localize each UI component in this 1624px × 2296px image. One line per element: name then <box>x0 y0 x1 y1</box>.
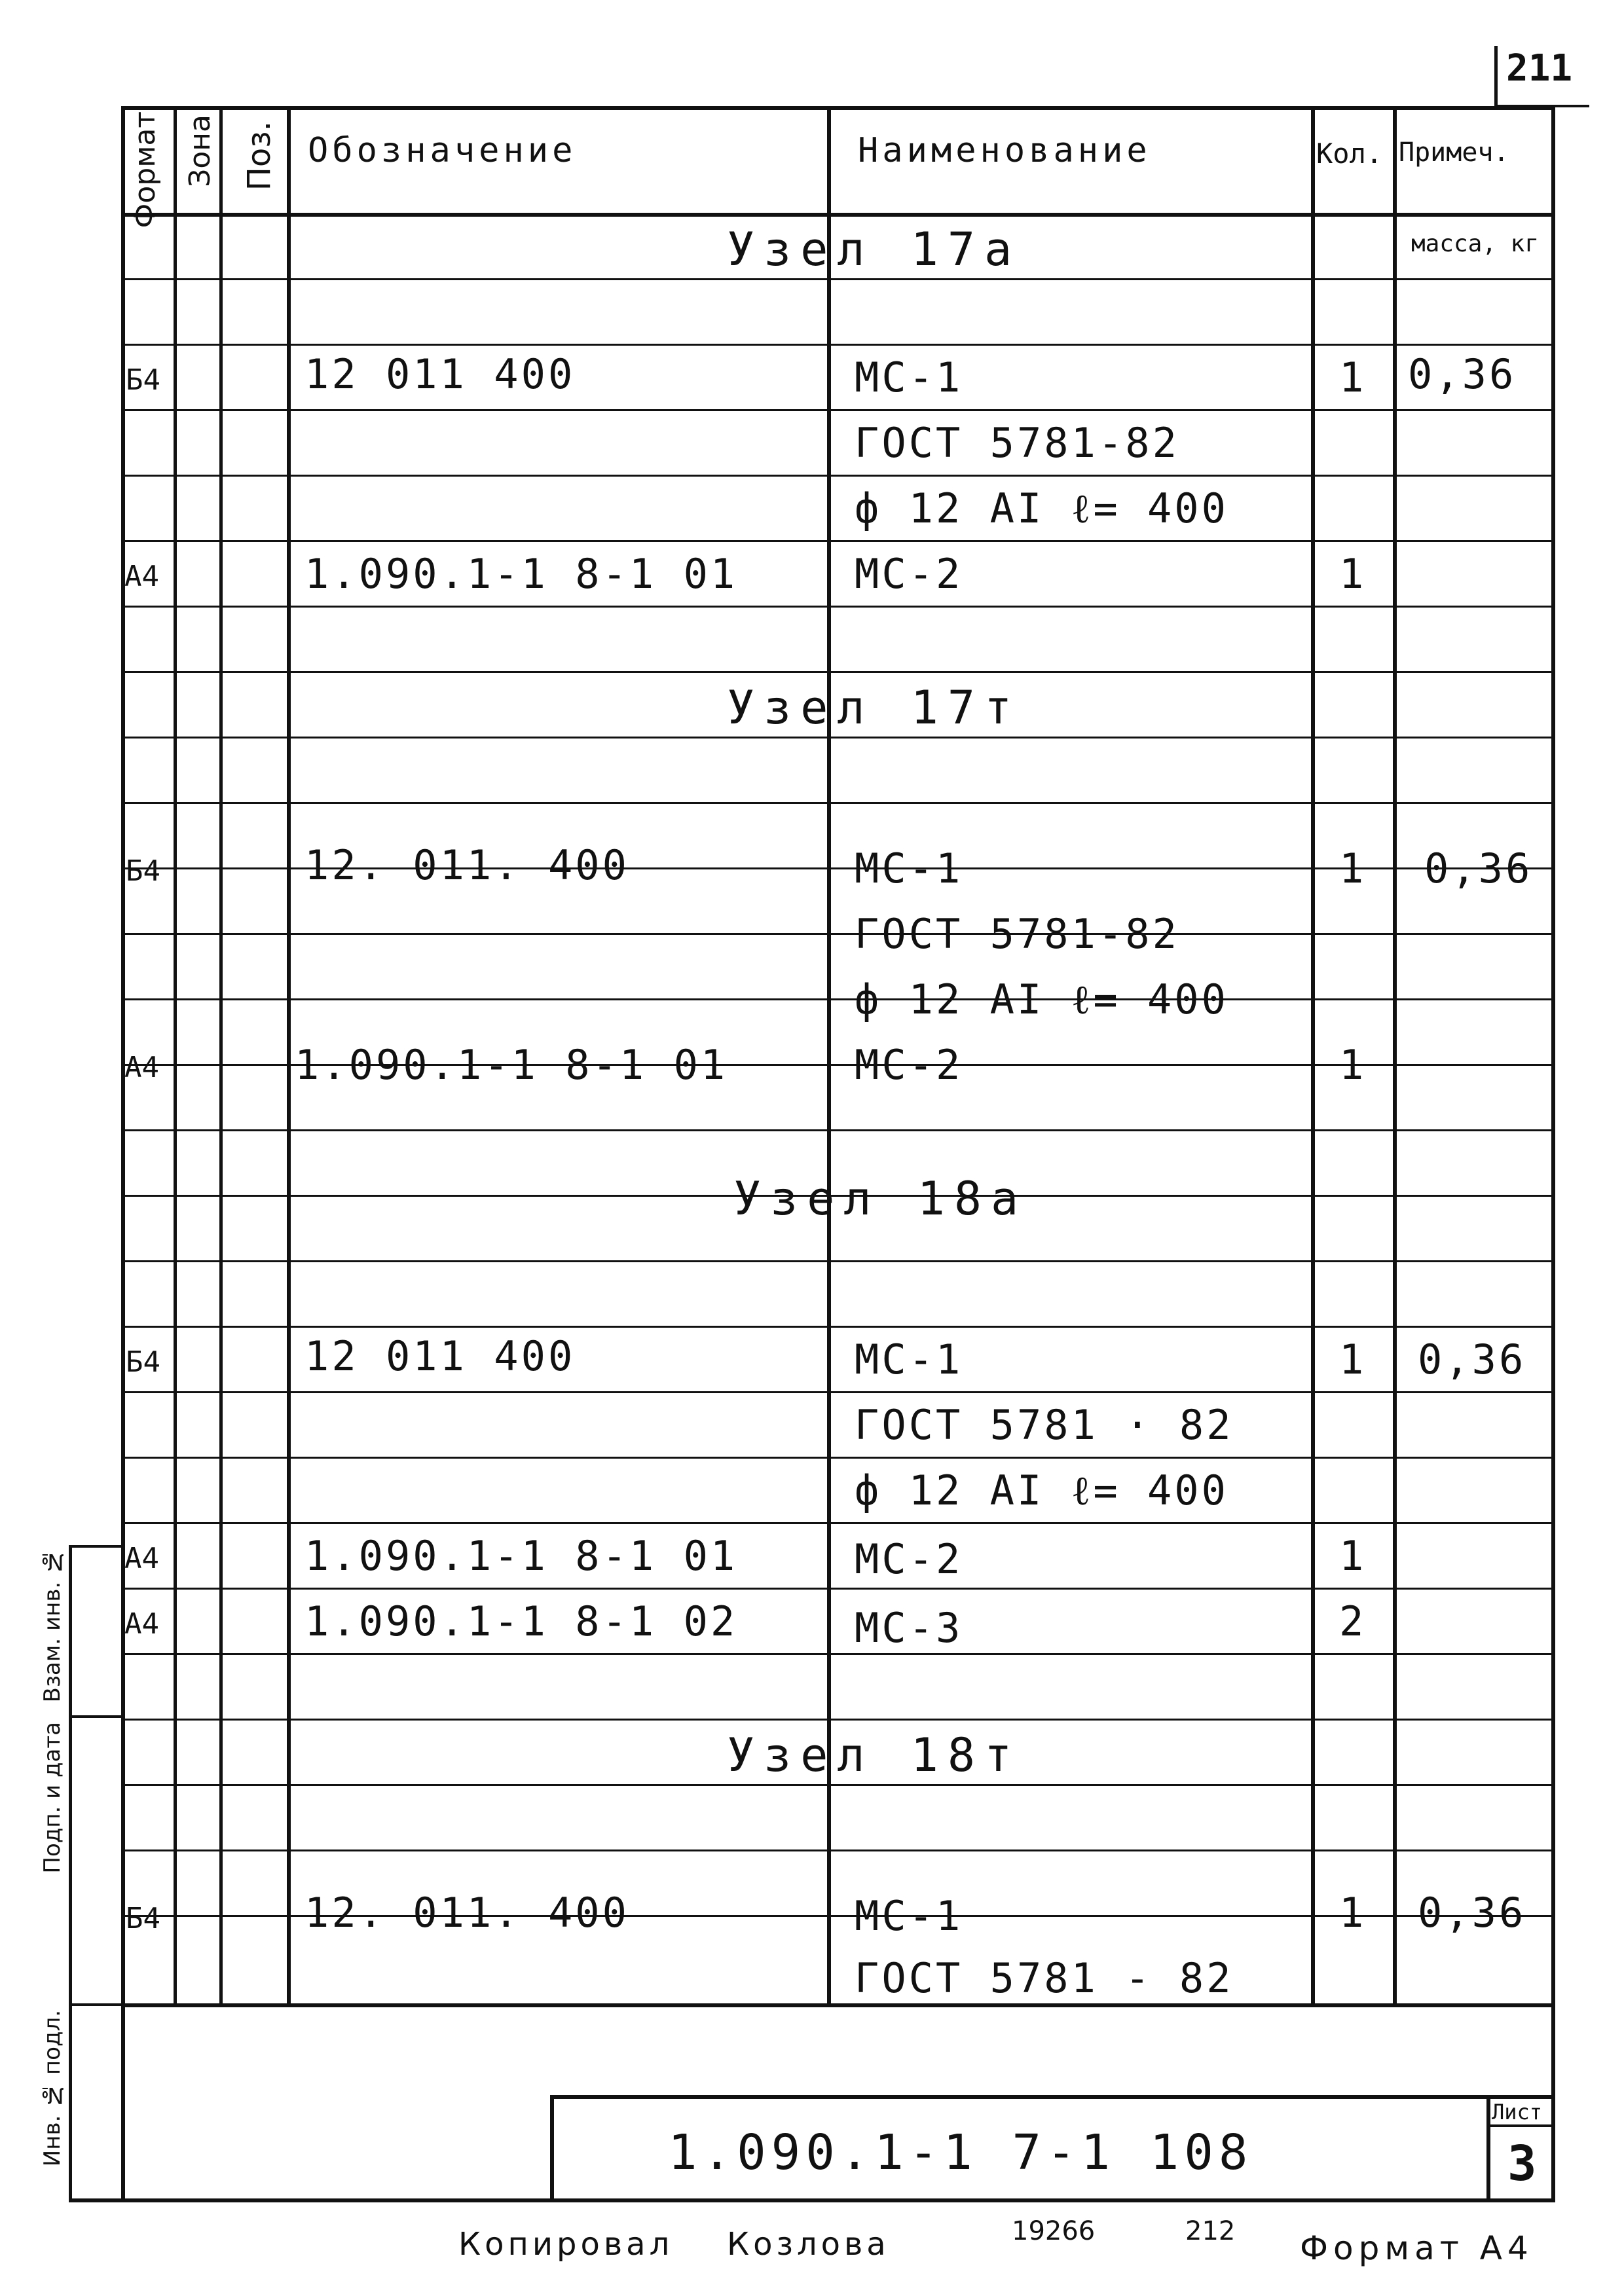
header-note: Примеч. <box>1399 137 1509 168</box>
cell-format: А4 <box>124 1607 159 1641</box>
cell-format: Б4 <box>126 1345 160 1379</box>
cell-qty: 1 <box>1339 1532 1367 1580</box>
cell-designation: 12 011 400 <box>304 1332 576 1380</box>
format-label: Формат А4 <box>1300 2229 1534 2267</box>
header-name: Наименование <box>858 131 1151 170</box>
header-zone: Зона <box>183 115 217 187</box>
cell-note: 0,36 <box>1418 1336 1526 1383</box>
cell-designation: 1.090.1-1 8-1 01 <box>304 550 738 598</box>
cell-designation: 1.090.1-1 8-1 02 <box>304 1597 738 1645</box>
cell-designation: 1.090.1-1 8-1 01 <box>295 1041 728 1089</box>
cell-note: 0,36 <box>1408 350 1517 398</box>
cell-name: МС-3 <box>855 1604 963 1652</box>
copied-by: Козлова <box>727 2226 890 2263</box>
cell-name: МС-2 <box>855 1535 963 1583</box>
cell-name: МС-2 <box>855 550 963 598</box>
page-ref: 212 <box>1185 2216 1236 2246</box>
cell-qty: 1 <box>1339 845 1367 892</box>
cell-qty: 1 <box>1339 1889 1367 1937</box>
cell-name: МС-2 <box>855 1041 963 1089</box>
sheet-page-number: 211 <box>1506 47 1573 90</box>
cell-name: ф 12 АI ℓ= 400 <box>855 484 1228 532</box>
cell-name: ГОСТ 5781-82 <box>855 910 1179 958</box>
section-title-4: Узел 18т <box>727 1728 1022 1782</box>
sheet-number: 3 <box>1507 2136 1537 2192</box>
cell-qty: 2 <box>1339 1597 1367 1645</box>
cell-format: А4 <box>124 1051 159 1084</box>
order-number: 19266 <box>1012 2216 1096 2246</box>
cell-designation: 1.090.1-1 8-1 01 <box>304 1532 738 1580</box>
section-title-2: Узел 17т <box>727 681 1022 735</box>
cell-name: МС-1 <box>855 354 963 401</box>
copied-label: Копировал <box>458 2226 674 2263</box>
side-stamp-top: Взам. инв. № <box>39 1548 65 1703</box>
cell-name: ГОСТ 5781 - 82 <box>855 1954 1234 2002</box>
cell-designation: 12. 011. 400 <box>304 1889 629 1937</box>
cell-format: Б4 <box>126 363 160 397</box>
cell-qty: 1 <box>1339 1336 1367 1383</box>
cell-name: ГОСТ 5781 · 82 <box>855 1401 1234 1449</box>
cell-name: ф 12 АI ℓ= 400 <box>855 975 1228 1023</box>
header-designation: Обозначение <box>308 131 577 170</box>
cell-name: МС-1 <box>855 1892 963 1940</box>
cell-name: ГОСТ 5781-82 <box>855 419 1179 467</box>
cell-format: Б4 <box>126 1902 160 1935</box>
section-title-1: Узел 17а <box>727 223 1022 276</box>
cell-format: А4 <box>124 1542 159 1575</box>
side-stamp-mid: Подп. и дата <box>39 1722 65 1874</box>
cell-format: А4 <box>124 560 159 593</box>
cell-name: МС-1 <box>855 845 963 892</box>
cell-note: 0,36 <box>1424 845 1533 892</box>
header-format: Формат <box>128 111 162 228</box>
document-code: 1.090.1-1 7-1 108 <box>668 2124 1253 2181</box>
header-qty: Кол. <box>1316 137 1383 170</box>
cell-qty: 1 <box>1339 550 1367 598</box>
header-pos: Поз. <box>241 121 278 191</box>
cell-name: ф 12 АI ℓ= 400 <box>855 1467 1228 1514</box>
cell-qty: 1 <box>1339 1041 1367 1089</box>
section-title-3: Узел 18а <box>733 1172 1028 1226</box>
sheet-label: Лист <box>1492 2100 1543 2124</box>
mass-note: масса, кг <box>1411 230 1540 257</box>
cell-designation: 12 011 400 <box>304 350 576 398</box>
side-stamp-bottom: Инв. № подл. <box>39 2010 65 2167</box>
cell-qty: 1 <box>1339 354 1367 401</box>
cell-format: Б4 <box>126 854 160 888</box>
cell-name: МС-1 <box>855 1336 963 1383</box>
cell-note: 0,36 <box>1418 1889 1526 1937</box>
cell-designation: 12. 011. 400 <box>304 841 629 889</box>
